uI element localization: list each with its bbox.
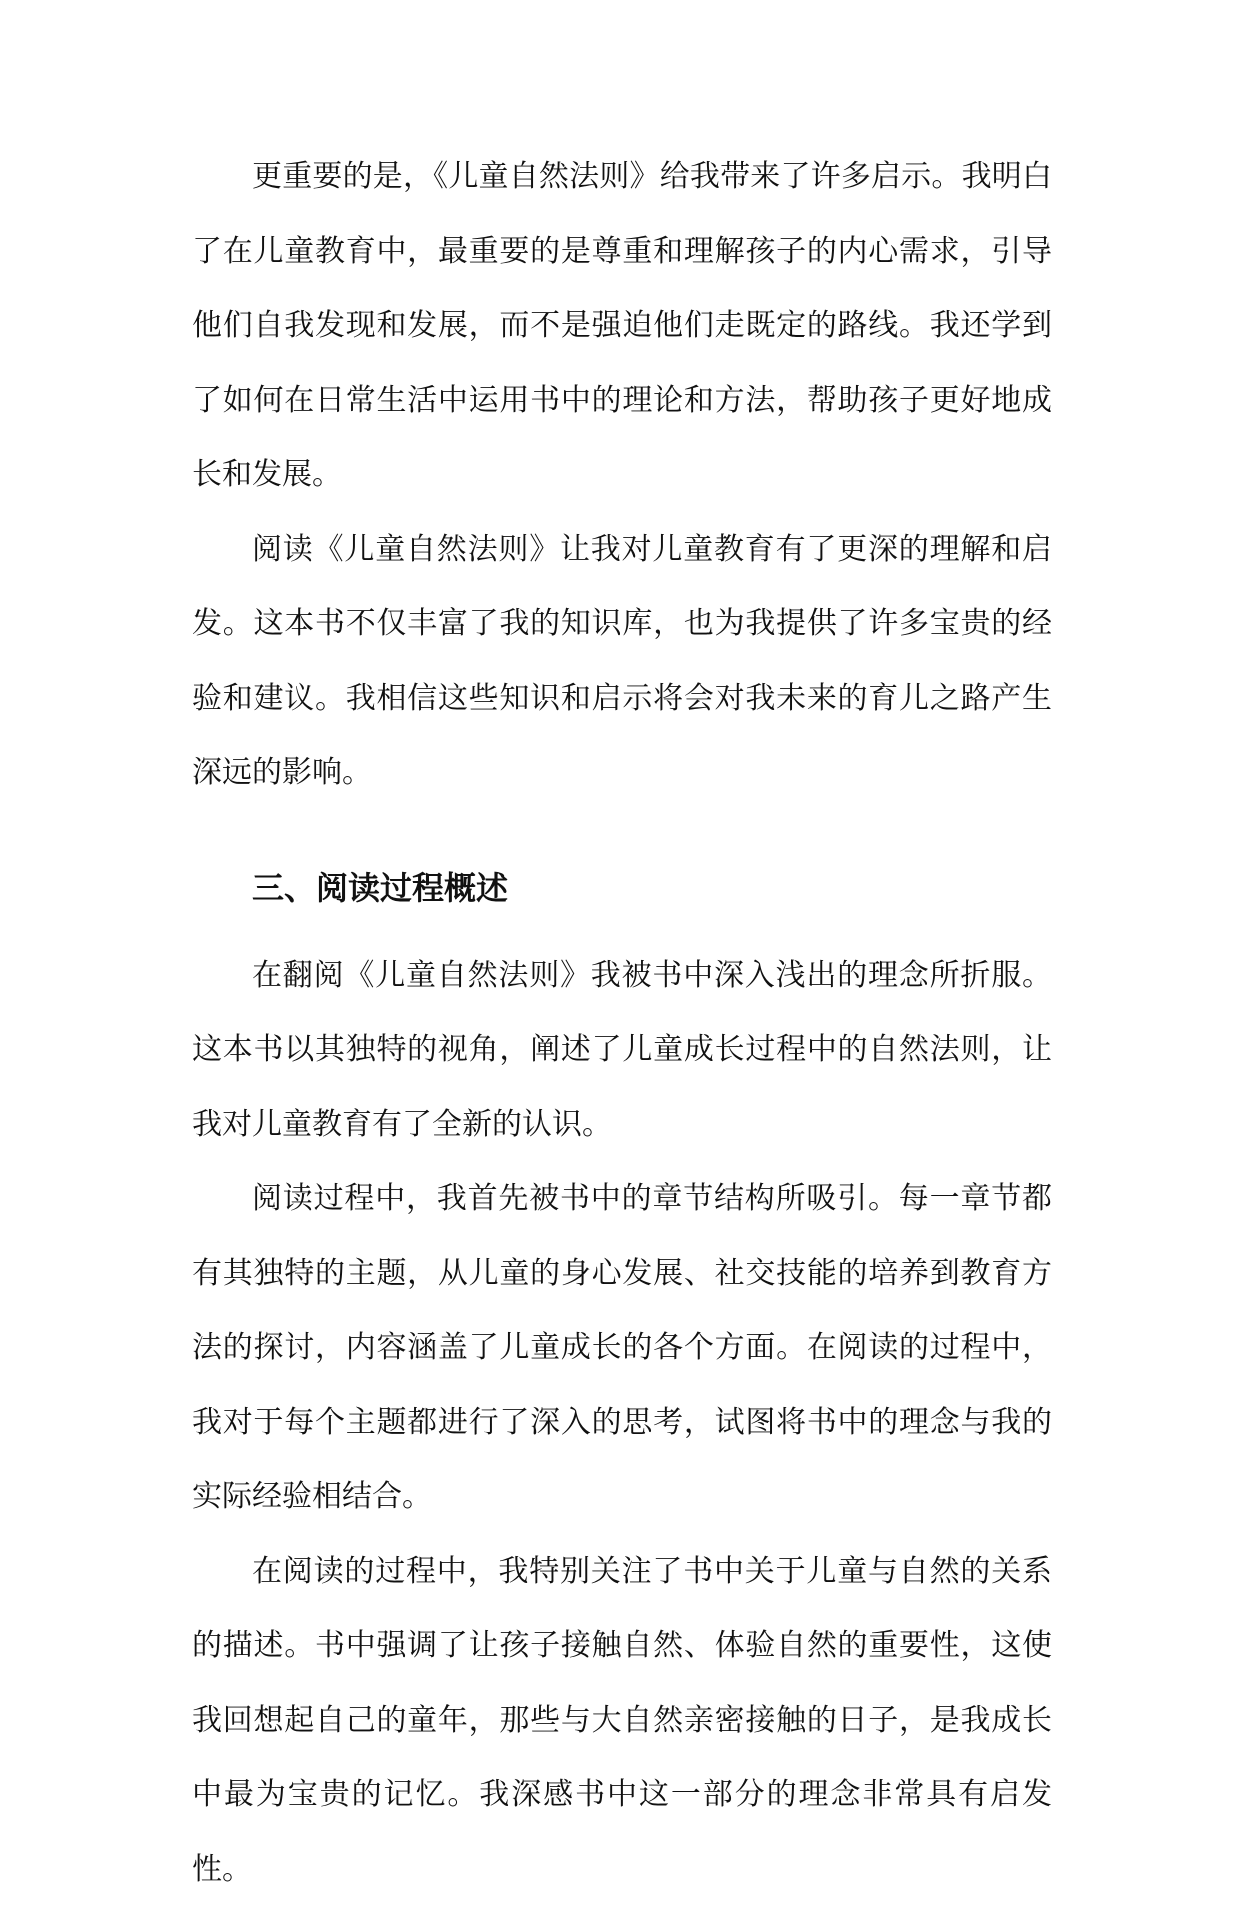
paragraph: 更重要的是，《儿童自然法则》给我带来了许多启示。我明白了在儿童教育中，最重要的是尊重和理解孩子的内心需求，引导他们自我发现和发展，而不是强迫他们走既定的路线。我还学到了如何在日常生活中运用书中的理论和方法，帮助孩子更好地成长和发展。: [192, 140, 1052, 513]
section-heading: 三、阅读过程概述: [192, 851, 1052, 925]
paragraph: 在阅读的过程中，我特别关注了书中关于儿童与自然的关系的描述。书中强调了让孩子接触自然、体验自然的重要性，这使我回想起自己的童年，那些与大自然亲密接触的日子，是我成长中最为宝贵的记忆。我深感书中这一部分的理念非常具有启发性。: [192, 1535, 1052, 1907]
paragraph: 阅读《儿童自然法则》让我对儿童教育有了更深的理解和启发。这本书不仅丰富了我的知识库，也为我提供了许多宝贵的经验和建议。我相信这些知识和启示将会对我未来的育儿之路产生深远的影响。: [192, 513, 1052, 811]
paragraph: 在翻阅《儿童自然法则》我被书中深入浅出的理念所折服。这本书以其独特的视角，阐述了儿童成长过程中的自然法则，让我对儿童教育有了全新的认识。: [192, 939, 1052, 1163]
paragraph: 阅读过程中，我首先被书中的章节结构所吸引。每一章节都有其独特的主题，从儿童的身心发展、社交技能的培养到教育方法的探讨，内容涵盖了儿童成长的各个方面。在阅读的过程中，我对于每个主题都进行了深入的思考，试图将书中的理念与我的实际经验相结合。: [192, 1162, 1052, 1535]
document-body: [192, 140, 1052, 1907]
